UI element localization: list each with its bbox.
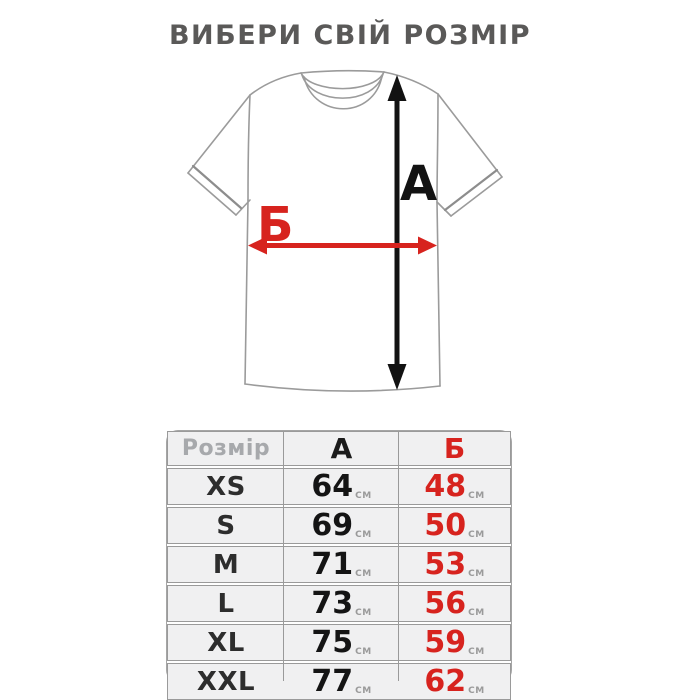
unit-label: СМ [355,490,372,501]
cell-size: XL [207,627,245,658]
label-b: Б [257,197,294,253]
cell-b [399,625,510,660]
arrow-a-vertical [388,75,407,390]
cell-a [284,508,399,543]
unit-label: СМ [468,685,485,696]
unit-label: СМ [468,568,485,579]
cell-a [284,586,399,621]
unit-label: СМ [355,529,372,540]
cell-b [399,664,510,699]
cell-size: S [216,510,236,541]
value-b: 50 [424,508,467,543]
cell-size: XXL [196,666,256,697]
cuff-seams [193,166,497,210]
unit-label: СМ [355,646,372,657]
unit-label: СМ [355,607,372,618]
header-cell-a: А [330,432,353,465]
unit-label: СМ [468,529,485,540]
value-a: 77 [311,664,354,699]
table-row [167,624,511,661]
page-title: ВИБЕРИ СВІЙ РОЗМІР [168,20,532,51]
unit-label: СМ [355,568,372,579]
unit-label: СМ [468,646,485,657]
value-a: 75 [311,625,354,660]
table-row [167,507,511,544]
cell-size: L [217,588,235,619]
unit-label: СМ [355,685,372,696]
value-b: 48 [424,469,467,504]
cell-b [399,547,510,582]
unit-label: СМ [468,607,485,618]
header-cell-size: Розмір [181,436,271,461]
size-table [166,430,512,699]
table-row [167,585,511,622]
table-row [167,546,511,583]
value-b: 53 [424,547,467,582]
value-a: 71 [311,547,354,582]
cell-b [399,469,510,504]
cell-b [399,586,510,621]
table-header-row [167,431,511,466]
column-divider [398,431,399,681]
tshirt-outline [188,71,502,391]
cell-size: M [212,549,240,580]
value-a: 69 [311,508,354,543]
cell-a [284,664,399,699]
cell-size: XS [206,471,246,502]
table-row [167,468,511,505]
label-a: А [400,156,438,212]
cell-b [399,508,510,543]
column-divider [283,431,284,681]
header-cell-b: Б [443,432,466,465]
value-b: 56 [424,586,467,621]
cell-a [284,469,399,504]
value-a: 73 [311,586,354,621]
cell-a [284,625,399,660]
cell-a [284,547,399,582]
unit-label: СМ [468,490,485,501]
value-a: 64 [311,469,354,504]
table-row [167,663,511,700]
value-b: 59 [424,625,467,660]
value-b: 62 [424,664,467,699]
